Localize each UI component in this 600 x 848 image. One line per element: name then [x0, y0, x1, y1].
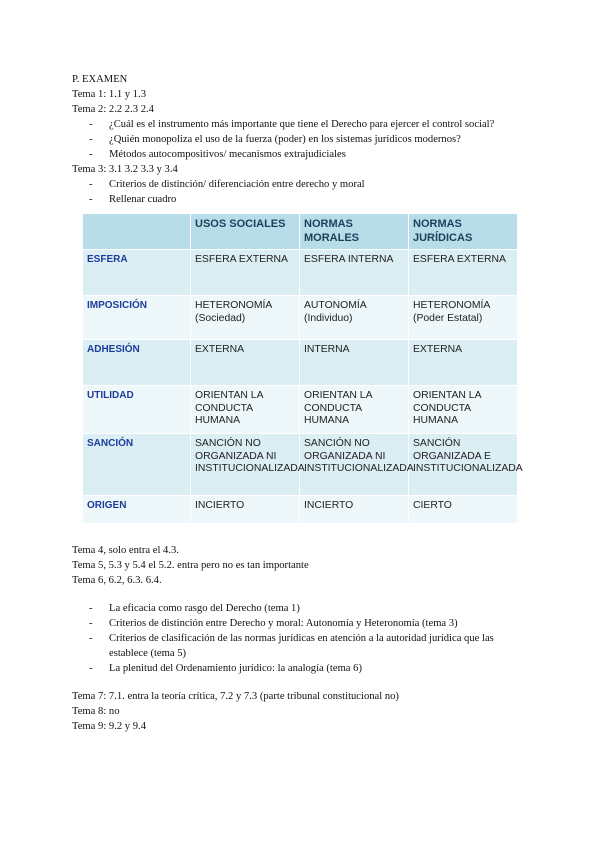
list-item: - La plenitud del Ordenamiento jurídico: la analogía (tema 6) — [89, 663, 362, 674]
tema-1-line: Tema 1: 1.1 y 1.3 — [72, 89, 146, 100]
row-header: IMPOSICIÓN — [83, 296, 191, 340]
table-cell: INCIERTO — [191, 496, 300, 524]
tema-7-9-section — [72, 689, 532, 734]
tema-2-line: Tema 2: 2.2 2.3 2.4 — [72, 104, 154, 115]
table-cell: INTERNA — [300, 340, 409, 386]
table-cell: EXTERNA — [191, 340, 300, 386]
tema-6-line: Tema 6, 6.2, 6.3. 6.4. — [72, 575, 162, 586]
table-cell: ORIENTAN LA CONDUCTA HUMANA — [300, 386, 409, 434]
row-header: ADHESIÓN — [83, 340, 191, 386]
table-row — [83, 340, 518, 386]
tema-3-line: Tema 3: 3.1 3.2 3.3 y 3.4 — [72, 164, 178, 175]
list-item: - Criterios de distinción/ diferenciación entre derecho y moral — [89, 179, 365, 190]
table-cell: SANCIÓN NO ORGANIZADA NI INSTITUCIONALIZADA — [191, 434, 300, 496]
list-item: - ¿Quién monopoliza el uso de la fuerza (poder) en los sistemas jurídicos modernos? — [89, 134, 461, 145]
list-item: - Criterios de distinción entre Derecho y moral: Autonomía y Heteronomía (tema 3) — [89, 618, 458, 629]
intro-section — [72, 72, 532, 207]
table-cell: ESFERA INTERNA — [300, 250, 409, 296]
table-row — [83, 250, 518, 296]
table-row — [83, 434, 518, 496]
column-header: NORMAS JURÍDICAS — [409, 214, 518, 250]
key-topics-section — [72, 601, 532, 676]
doc-title: P. EXAMEN — [72, 74, 128, 85]
table-row — [83, 386, 518, 434]
list-item: - Métodos autocompositivos/ mecanismos extrajudiciales — [89, 149, 346, 160]
column-header: USOS SOCIALES — [191, 214, 300, 250]
tema-4-line: Tema 4, solo entra el 4.3. — [72, 545, 179, 556]
list-item: - ¿Cuál es el instrumento más importante que tiene el Derecho para ejercer el control social? — [89, 119, 495, 130]
table-cell: EXTERNA — [409, 340, 518, 386]
table-cell: HETERONOMÍA (Sociedad) — [191, 296, 300, 340]
table-row — [83, 496, 518, 524]
comparison-table — [82, 213, 523, 524]
table-cell: SANCIÓN ORGANIZADA E INSTITUCIONALIZADA — [409, 434, 518, 496]
table-cell: HETERONOMÍA (Poder Estatal) — [409, 296, 518, 340]
tema-9-line: Tema 9: 9.2 y 9.4 — [72, 721, 146, 732]
table-header-row — [83, 214, 518, 250]
row-header: UTILIDAD — [83, 386, 191, 434]
table-cell: AUTONOMÍA (Individuo) — [300, 296, 409, 340]
tema-4-6-section — [72, 543, 532, 588]
row-header: ESFERA — [83, 250, 191, 296]
table-cell: CIERTO — [409, 496, 518, 524]
tema-3-bullets — [72, 177, 532, 207]
list-item: - Rellenar cuadro — [89, 194, 177, 205]
key-topics-bullets — [72, 601, 532, 676]
table-cell: ORIENTAN LA CONDUCTA HUMANA — [191, 386, 300, 434]
row-header: SANCIÓN — [83, 434, 191, 496]
table-cell: ESFERA EXTERNA — [191, 250, 300, 296]
table-cell: ORIENTAN LA CONDUCTA HUMANA — [409, 386, 518, 434]
table-row — [83, 296, 518, 340]
table-cell: SANCIÓN NO ORGANIZADA NI INSTITUCIONALIZADA — [300, 434, 409, 496]
tema-8-line: Tema 8: no — [72, 706, 120, 717]
list-item: - Criterios de clasificación de las normas jurídicas en atención a la autoridad jurídica que las establece (tema 5) — [89, 633, 494, 659]
table-cell: INCIERTO — [300, 496, 409, 524]
table-cell: ESFERA EXTERNA — [409, 250, 518, 296]
tema-5-line: Tema 5, 5.3 y 5.4 el 5.2. entra pero no es tan importante — [72, 560, 309, 571]
row-header: ORIGEN — [83, 496, 191, 524]
column-header: NORMAS MORALES — [300, 214, 409, 250]
tema-2-bullets — [72, 117, 532, 162]
list-item: - La eficacia como rasgo del Derecho (tema 1) — [89, 603, 300, 614]
table-corner-cell — [83, 214, 191, 250]
tema-7-line: Tema 7: 7.1. entra la teoría crítica, 7.2 y 7.3 (parte tribunal constitucional no) — [72, 691, 399, 702]
